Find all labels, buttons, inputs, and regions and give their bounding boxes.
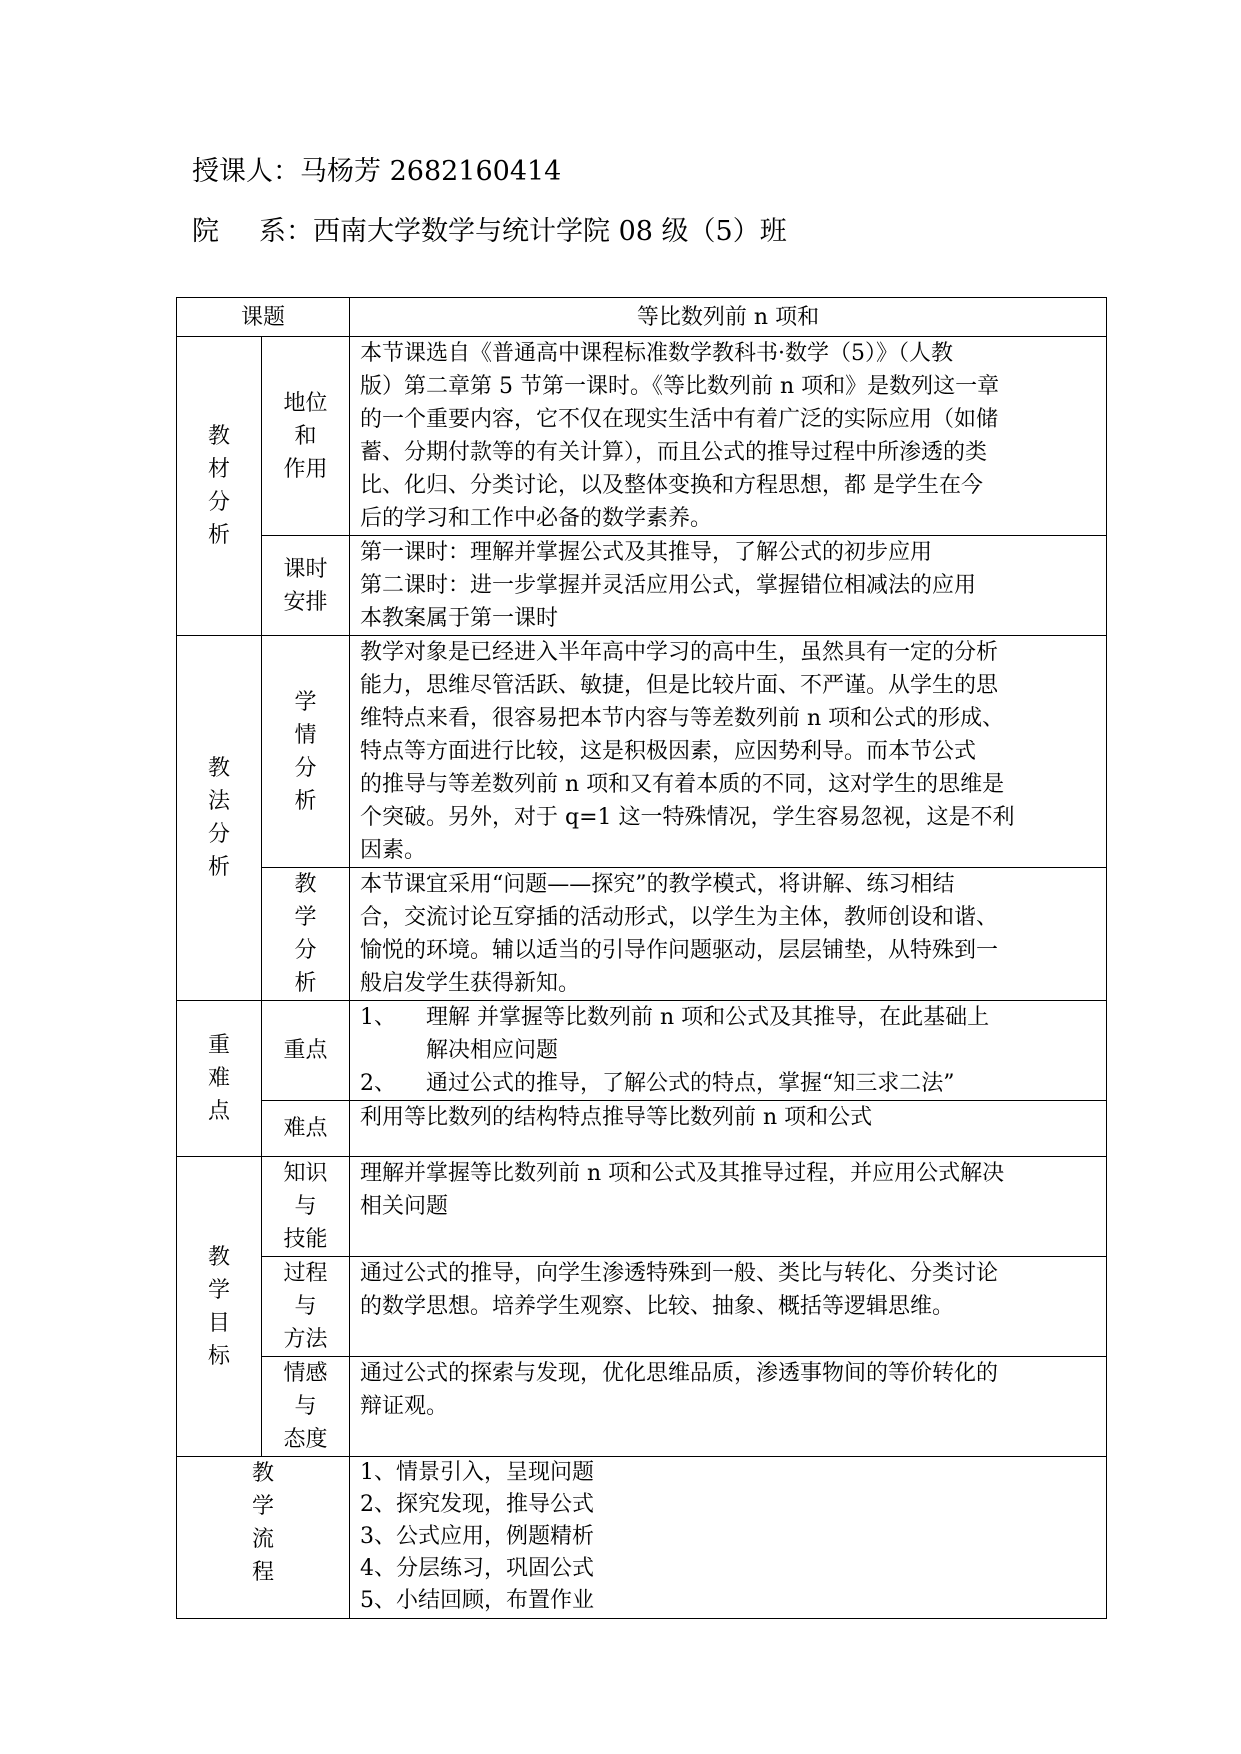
content-student-analysis: 教学对象是已经进入半年高中学习的高中生，虽然具有一定的分析 能力，思维尽管活跃、敏捷，但是比较片面、不严谨。从学生的思 维特点来看，很容易把本节内容与等差数列前 n 项和公式的形成、 特点等方面进行比较，这是积极因素，应因势利导。而本节公式 的推导与等差数列前 n 项和又有着本质的不同，这对学生的思维是 个突破。另外，对于 q=1 这一特殊情况，学生容易忽视，这是不利 因素。 [350,636,1107,868]
sublabel-process-method: 过程 与 方法 [262,1257,350,1357]
section-row [177,1357,1107,1457]
content-key-point: 1、 理解 并掌握等比数列前 n 项和公式及其推导，在此基础上 解决相应问题 2、 通过公式的推导，了解公式的特点，掌握“知三求二法” [350,1001,1107,1101]
section-row [177,337,1107,536]
topic-title: 等比数列前 n 项和 [350,298,1107,337]
content-knowledge-skills: 理解并掌握等比数列前 n 项和公式及其推导过程，并应用公式解决 相关问题 [350,1157,1107,1257]
instructor-label: 授课人： [192,156,300,187]
section-row [177,536,1107,636]
category-key-difficult: 重 难 点 [177,1001,262,1157]
category-teaching-method: 教 法 分 析 [177,636,262,1001]
section-row [177,1157,1107,1257]
section-row [177,1101,1107,1157]
dept-value: 西南大学数学与统计学院 08 级（5）班 [313,216,787,247]
content-teaching-analysis: 本节课宜采用“问题——探究”的教学模式，将讲解、练习相结 合，交流讨论互穿插的活动形式，以学生为主体，教师创设和谐、 愉悦的环境。辅以适当的引导作问题驱动，层层铺垫，从特殊到一 般启发学生获得新知。 [350,868,1107,1001]
lesson-plan-table [176,297,1107,1619]
category-material-analysis: 教 材 分 析 [177,337,262,636]
flow-step: 4、分层练习，巩固公式 [360,1556,595,1581]
topic-row [177,298,1107,337]
section-row [177,1001,1107,1101]
flow-row [177,1457,1107,1619]
sublabel-knowledge-skills: 知识 与 技能 [262,1157,350,1257]
dept-label-b: 系： [259,216,313,247]
instructor-line [192,155,561,189]
content-difficult-point: 利用等比数列的结构特点推导等比数列前 n 项和公式 [350,1101,1107,1157]
department-line [192,215,787,249]
content-process-method: 通过公式的推导，向学生渗透特殊到一般、类比与转化、分类讨论 的数学思想。培养学生观察、比较、抽象、概括等逻辑思维。 [350,1257,1107,1357]
sublabel-position-role: 地位 和 作用 [262,337,350,536]
dept-label-a: 院 [192,216,219,247]
sublabel-student-analysis: 学 情 分 析 [262,636,350,868]
sublabel-schedule: 课时 安排 [262,536,350,636]
topic-label: 课题 [177,298,350,337]
content-position-role: 本节课选自《普通高中课程标准数学教科书·数学（5）》（人教 版）第二章第 5 节第一课时。《等比数列前 n 项和》是数列这一章 的一个重要内容，它不仅在现实生活中有着广泛的实际应用（如储 蓄、分期付款等的有关计算），而且公式的推导过程中所渗透的类 比、化归、分类讨论，以及整体变换和方程思想，都 是学生在今 后的学习和工作中必备的数学素养。 [350,337,1107,536]
sublabel-key-point: 重点 [262,1001,350,1101]
sublabel-emotion-attitude: 情感 与 态度 [262,1357,350,1457]
instructor-value: 马杨芳 2682160414 [300,156,562,187]
category-teaching-goals: 教 学 目 标 [177,1157,262,1457]
sublabel-difficult-point: 难点 [262,1101,350,1157]
section-row [177,1257,1107,1357]
flow-step: 2、探究发现，推导公式 [360,1492,595,1517]
flow-step: 5、小结回顾，布置作业 [360,1588,595,1613]
content-schedule: 第一课时：理解并掌握公式及其推导，了解公式的初步应用 第二课时：进一步掌握并灵活应用公式，掌握错位相减法的应用 本教案属于第一课时 [350,536,1107,636]
content-emotion-attitude: 通过公式的探索与发现，优化思维品质，渗透事物间的等价转化的 辩证观。 [350,1357,1107,1457]
category-teaching-flow: 教 学 流 程 [177,1457,350,1619]
flow-step: 3、公式应用，例题精析 [360,1524,595,1549]
content-teaching-flow [350,1457,1107,1619]
section-row [177,636,1107,868]
section-row [177,868,1107,1001]
sublabel-teaching-analysis: 教 学 分 析 [262,868,350,1001]
flow-step: 1、情景引入，呈现问题 [360,1460,595,1485]
